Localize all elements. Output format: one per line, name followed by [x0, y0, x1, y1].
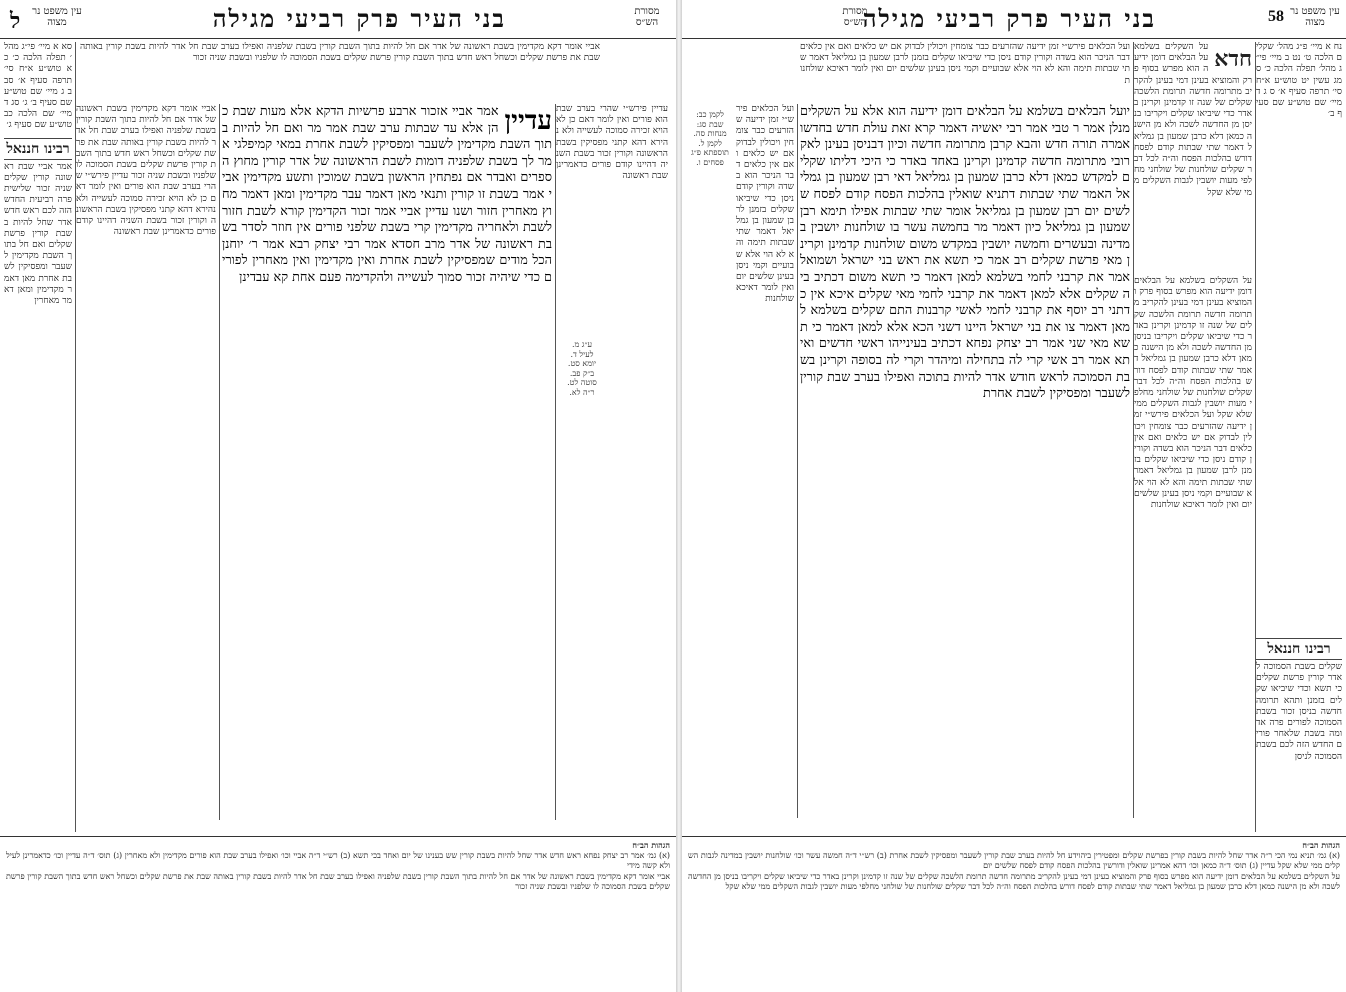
margin-note: ר״ה לא. — [569, 387, 595, 397]
ein-mishpat-column — [1256, 42, 1342, 632]
rabbeinu-chananel-text: אמר אביי שבת ראשונה קורין שקלים שניה זכור שלישית פרה רביעית החדש הזה לכם ראש חדש אדר שחל להיות בשבת קורין פרשת שקלים ואם חל בתוך השבת מקדימין לשעבר ומפסיקין לשבת אחרת מאן דאמר מקדימין ומאן דאמר מאחרין — [4, 161, 72, 307]
running-title: בני העיר פרק רביעי מגילה — [212, 4, 506, 33]
rashi-column-text: אביי אומר דקא מקדימין בשבת ראשונה של אדר אם חל להיות בתוך השבת קורין בשבת שלפניה ואפילו בערב שבת חל אדר להיות בשבת קורין באותה שבת את פרשת שקלים וכשחל ראש חדש בתוך השבת קורין פרשת שקלים בשבת הסמוכה לו שלפניו ובשבת שניה זכור — [76, 104, 216, 182]
margin-note: לעיל ד. — [570, 349, 594, 359]
column-divider — [75, 42, 76, 832]
column-divider — [1133, 42, 1134, 818]
gemara-main — [800, 104, 1130, 818]
running-title: בני העיר פרק רביעי מגילה — [862, 4, 1156, 33]
ein-mishpat-label: עין משפט נר מצוה — [32, 6, 82, 28]
right-page — [682, 0, 1346, 992]
rashi-column — [76, 104, 216, 820]
rashi-column — [1134, 42, 1252, 272]
margin-notes — [556, 340, 608, 490]
margin-note: שבת סג: — [696, 119, 724, 129]
tosafot-text: ועל הכלאים פירש״י זמן ידיעה שהזרעים כבר צומחין ויכולין לבדוק אם יש כלאים ואם אין כלאים דבר הניכר הוא בשדה וקורין קודם ניסן כדי שיביאו שקלים בזמנן לרבן שמעון בן גמליאל דאמר שתי שבתות תימה והא לא הוי אלא שבועיים וקמי ניסן בעינן שלשים יום ואין לומר דאיכא שולחנות — [736, 104, 794, 305]
rabbeinu-chananel-column — [1256, 632, 1342, 832]
page-number: 58 — [1268, 8, 1284, 25]
rabbeinu-chananel-text: שקלים בשבת הסמוכה לאדר קורין פרשת שקלים כי תשא וכדי שיביאו שקלים בזמנן ותהא תרומה חדשה בניסן זכור בשבת הסמוכה לפורים פרה אדומה בשבת שלאחר פורים החדש הזה לכם בשבת הסמוכה לניסן — [1256, 662, 1342, 762]
footer-notes-text-cont: על השקלים בשלמא על הבלאים דומן ידיעה הוא מפרש בסוף פרק והמוציא בעינן דמי בעינן להקריב מתרומה חדשה תרומת הלשכה שקלים של שנה זו קדמינן וקרינן באדר כדי שיביאו שקלים ויקריבו בניסן מן החדשה לשכה ולא מן הישנה כמאן דלא כרבן שמעון בן גמליאל דאמר שתי שבתות קודם לפסח דורש בהלכות הפסח וה״ה לכל דבר שקלים שולחנות של שולחני מחלפי מעות יושבין לגבות השקלים ממי שלא שקל — [688, 871, 1340, 892]
gemara-text: יועל הבלאים בשלמא על הבלאים דומן ידיעה הוא אלא על השקלים מנלן אמר ר טבי אמר רבי יאשיה דאמר קרא זאת עולת חדש בחדשו אמרה תורה חדש והבא קרבן מתרומה חדשה וכיון דבניסן בעינן לאקרובי מתרומה חדשה קדמינן וקרינן באחד באדר כי היכי דליתו שקלים למקדש כמאן דלא כרבן שמעון בן גמליאל דאי רבן שמעון בן גמליאל האמר שתי שבתות דתניא שואלין בהלכות הפסח קודם לפסח שלשים יום רבן שמעון בן גמליאל אומר שתי שבתות אפילו תימא רבן שמעון בן גמליאל כיון דאמר מר בחמשה עשר בו שולחנות יושבין במדינה ובעשרים וחמשה יושבין במקדש משום שולחנות קדמינן וקרינן מאי פרשת שקלים רב אמר כי תשא את ראש בני ישראל ושמואל אמר את קרבני לחמי בשלמא למאן דאמר כי תשא משום דכתיב ביה שקלים אלא למאן דאמר את קרבני לחמי מאי שקלים איכא אין כדתני רב יוסף את קרבני לחמי לאשי קרבנות התם שקלים בשלמא למאן דאמר צו את בני ישראל היינו דשני הכא אלא למאן דאמר כי תשא מאי שני אמר רב יצחק נפחא דכתיב בעינייהו ראשי חדשים ואיתא אמר רב אשי קרי לה בתחילה ומיהדר וקרי לה בסופה וקרינן בשבת הסמוכה לראש חודש אדר להיות בתוכה ואפילו בערב שבת קורין לשעבר ומפסיקין לשבת אחרת — [800, 104, 1130, 402]
right-page-header — [682, 4, 1346, 39]
footer-notes-text: (א) גמ׳ אמר רב יצחק נפחא ראש חדש אדר שחל להיות בשבת קורין שש בענינו של יום ואחד בכי תשא (ב) רש״י ד״ה אביי וכו׳ ואפילו בערב שבת הוא פורים מקדימין ולא מאחרין (ג) תוס׳ ד״ה עדיין וכו׳ כדאמרינן לעיל ולא קשה מידי — [6, 850, 671, 871]
mesoret-label: מסורת הש״ס — [634, 6, 660, 28]
margin-note: לקמן כב: — [696, 110, 724, 119]
footer-notes — [682, 836, 1346, 988]
rashi-upper: אביי אומר דקא מקדימין בשבת ראשונה של אדר אם חל להיות בתוך השבת קורין בשבת שלפניה ואפילו בערב שבת חל אדר להיות בשבת קורין באותה שבת את פרשת שקלים וכשחל ראש חדש בתוך השבת קורין פרשת שקלים בשבת הסמוכה לו שלפניו ובשבת שניה זכור — [80, 42, 600, 64]
footer-notes-heading: הגהות הב״ח — [632, 840, 670, 850]
margin-note: סוטה לט. — [567, 378, 597, 387]
margin-note: פסחים ו. — [696, 157, 724, 167]
margin-note: ע״ג מ. — [571, 340, 593, 349]
footer-notes-heading: הגהות הב״ח — [1302, 840, 1340, 850]
rashi-text-cont: על השקלים בשלמא על הבלאים דומן ידיעה הוא מפרש בסוף פרק והמוציא בעינן דמי בעינן להקריב מתרומה חדשה תרומת הלשכה שקלים של שנה זו קדמינן וקרינן באדר כדי שיביאו שקלים ויקריבו בניסן מן החדשה לשכה ולא מן הישנה כמאן דלא כרבן שמעון בן גמליאל דאמר שתי שבתות קודם לפסח דורש בהלכות הפסח וה״ה לכל דבר שקלים שולחנות של שולחני מחלפי מעות יושבין לגבות השקלים ממי שלא שקל — [1134, 276, 1252, 421]
margin-note: תוספתא פ״ג — [691, 148, 729, 157]
gemara-main — [222, 104, 552, 820]
margin-note: ב״ק פב. — [569, 368, 595, 378]
gemara-text: אמר אביי אזכור ארבע פרשיות הדקא אלא מעות שבת כהן אלא עד שבתות ערב שבת אמר מר ואם חל להיות בתוך השבת מקדימין לשעבר ומפסיקין לשבת אחרת במאי קמיפלגי אמר לך בשבת שלפניה דומות לשבת הראשונה של אדר קורין מחוץ הספרים ואבדר אם נפתחין הראשון בשבת שמוכין ותשע מקדימין אביי אמר בשבת זו קורין ותנאי מאן דאמר עבר מקדימין ומאן דאמר מחוץ מאחרין חזור ושנו עדיין אביי אמר זכור הקדימין קורא לשבת חזור לשבת ולאחריה מקדימין קרי בשבת שלפני פורים אין חוזר לסדר בשבת ראשונה של אדר מרב חסדא אמר רבי יצחק רבא אמר ר׳ יוחנן הכל מודים שמפסיקין לשבת אחרת ואין מקדימין ואין מאחרין לפורים כדי שיהיה זכור סמוך לעשייה ולהקדימה פעם אחת קא עבדינן — [222, 104, 552, 285]
ein-mishpat-text: נח א מיי׳ פ״ג מהל׳ שקלים הלכה ט׳ נט ב מיי׳ פי״ג מהל׳ תפלה הלכה כ׳ סמג עשין יט טוש״ע א״ח סי׳ תרפה סעיף א׳ ס ג ד מיי׳ שם טוש״ע שם סעיף ב׳ — [1256, 42, 1342, 120]
column-divider — [555, 104, 556, 820]
rashi-text: על השקלים בשלמא על הבלאים דומן ידיעה הוא מפרש בסוף פרק והמוציא בעינן דמי בעינן להקריב מתרומה חדשה תרומת הלשכה שקלים של שנה זו קדמינן וקרינן באדר כדי שיביאו שקלים ויקריבו בניסן מן החדשה לשכה ולא מן הישנה כמאן דלא כרבן שמעון בן גמליאל דאמר שתי שבתות קודם לפסח דורש בהלכות הפסח וה״ה לכל דבר שקלים שולחנות של שולחני מחלפי מעות יושבין לגבות השקלים ממי שלא שקל — [1134, 42, 1252, 198]
tosafot-column — [736, 104, 794, 818]
mesoret-label: מסורת הש״ס — [842, 6, 868, 28]
footer-notes — [0, 836, 676, 988]
tosafot-text-cont: ועל הכלאים פירש״י זמן ידיעה שהזרעים כבר צומחין ויכולין לבדוק אם יש כלאים ואם אין כלאים דבר הניכר הוא בשדה וקורין קודם ניסן כדי שיביאו שקלים בזמנן לרבן שמעון בן גמליאל דאמר שתי שבתות תימה והא לא הוי אלא שבועיים וקמי ניסן בעינן שלשים יום ואין לומר דאיכא שולחנות — [1134, 410, 1252, 511]
column-divider — [797, 104, 798, 818]
tosafot-upper: ועל הכלאים פירש״י זמן ידיעה שהזרעים כבר צומחין ויכולין לבדוק אם יש כלאים ואם אין כלאים דבר הניכר הוא בשדה וקורין קודם ניסן כדי שיביאו שקלים בזמנן לרבן שמעון בן גמליאל דאמר שתי שבתות תימה והא לא הוי אלא שבועיים וקמי ניסן בעינן שלשים יום ואין לומר דאיכא שולחנות — [800, 42, 1130, 86]
ein-mishpat-text: סא א מיי׳ פי״ג מהל׳ תפלה הלכה כ׳ כא טוש״ע א״ח סי׳ תרפה סעיף א׳ סב ב ג מיי׳ שם טוש״ע שם סעיף ב׳ ג׳ סג ד מיי׳ שם הלכה כב טוש״ע שם סעיף ג׳ — [4, 42, 72, 131]
outer-side-column — [4, 42, 72, 832]
tosafot-text: עדיין פירש״י שהרי בערב שבת הוא פורים ואין לומר דאם כן לא הויא זכירה סמוכה לעשייה ולא נהירא דהא קתני מפסיקין בשבת הראשונה וקורין זכור בשבת השניה דהיינו קודם פורים כדאמרינן שבת ראשונה — [556, 104, 668, 182]
footer-notes-text: (א) גמ׳ תניא נמי הכי ר״ה אדר שחל להיות בשבת קורין בפרשת שקלים ומפטירין ביהוידע חל להיות בערב שבת קורין לשעבר ומפסיקין לשבת אחרת (ב) רש״י ד״ה חמשה עשר וכו׳ שולחנות יושבין במדינה לגבות השקלים ממי שלא שקל עדיין (ג) תוס׳ ד״ה כמאן וכו׳ דהא אמרינן שואלין ודורשין בהלכות הפסח קודם לפסח שלשים יום — [688, 850, 1341, 871]
left-page-header — [0, 4, 676, 39]
rashi-column-lower — [1134, 276, 1252, 818]
tosafot-column — [556, 104, 668, 336]
rashi-column-text-cont: עדיין פירש״י שהרי בערב שבת הוא פורים ואין לומר דאם כן לא הויא זכירה סמוכה לעשייה ולא נהירא דהא קתני מפסיקין בשבת הראשונה וקורין זכור בשבת השניה דהיינו קודם פורים כדאמרינן שבת ראשונה — [76, 171, 216, 238]
margin-notes — [684, 110, 736, 530]
margin-note: מנחות סה. — [693, 129, 727, 138]
column-divider — [219, 104, 220, 820]
margin-note: יומא סט. — [567, 359, 597, 368]
column-divider — [1255, 42, 1256, 832]
footer-notes-text-cont: אביי אומר דקא מקדימין בשבת ראשונה של אדר אם חל להיות בתוך השבת קורין בשבת שלפניה ואפילו בערב שבת חל אדר להיות בשבת קורין באותה שבת את פרשת שקלים וכשחל ראש חדש בתוך השבת קורין פרשת שקלים בשבת הסמוכה לו שלפניו ובשבת שניה זכור — [6, 871, 670, 892]
head-word: עדיין — [504, 106, 552, 136]
rabbeinu-chananel-heading: רבינו חננאל — [4, 138, 72, 160]
margin-note: לקמן ל. — [698, 138, 722, 148]
head-word: חדא — [1214, 46, 1252, 72]
ein-mishpat-label: עין משפט נר מצוה — [1290, 6, 1340, 28]
daf-letter: ל — [10, 8, 21, 33]
rabbeinu-chananel-heading: רבינו חננאל — [1256, 638, 1342, 660]
